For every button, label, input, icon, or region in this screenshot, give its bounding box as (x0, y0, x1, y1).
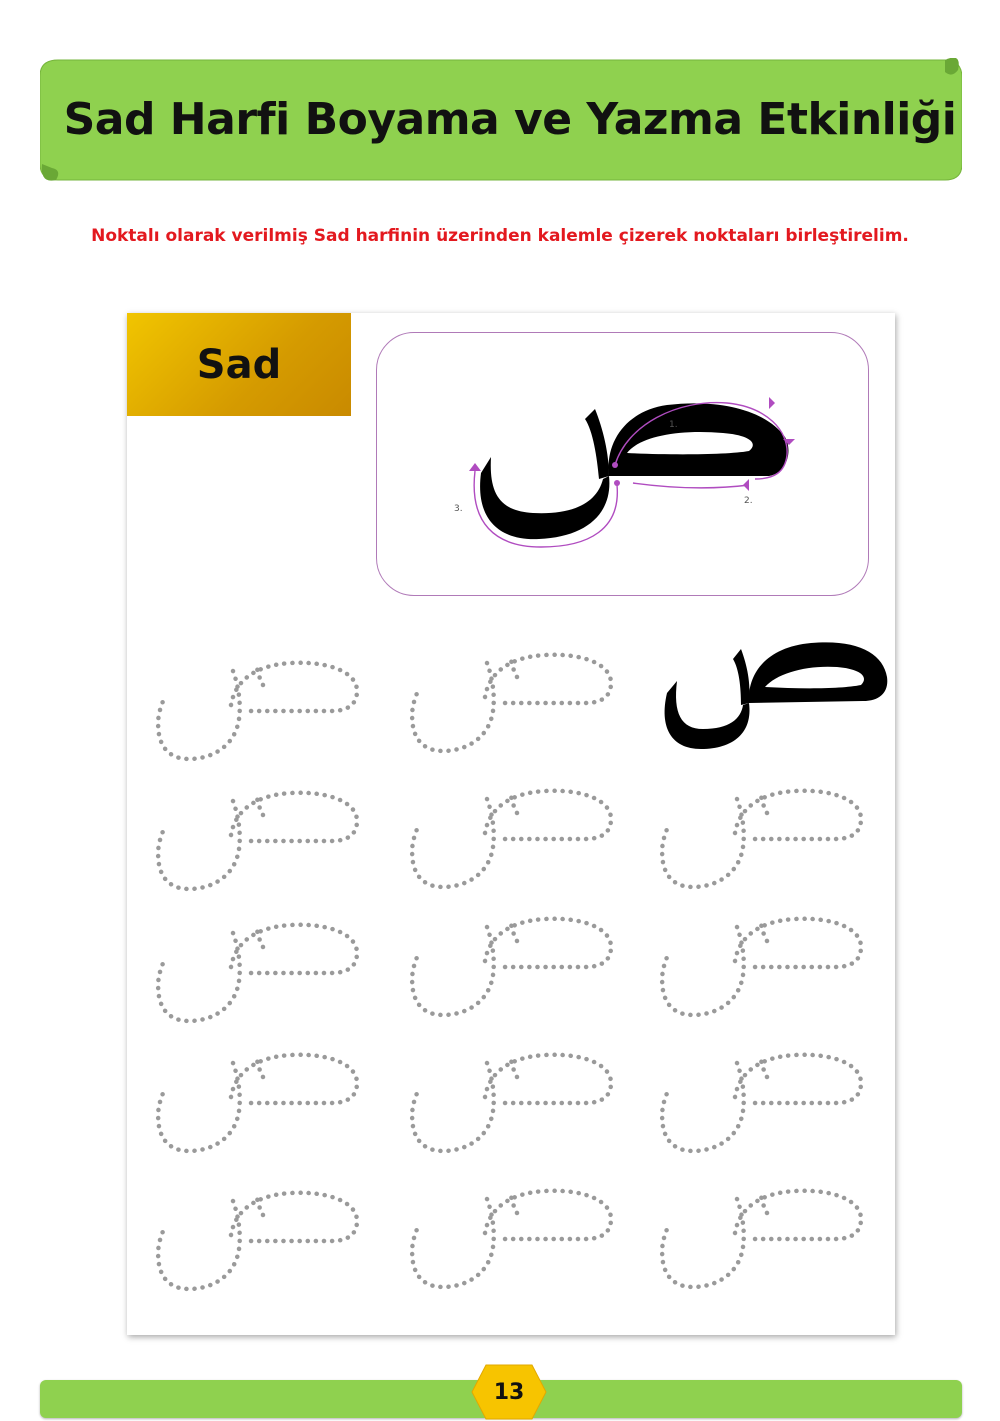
sad-letter-solid (480, 403, 788, 539)
page-title: Sad Harfi Boyama ve Yazma Etkinliği (63, 93, 957, 145)
dotted-sad-letter[interactable] (412, 919, 611, 1015)
dotted-sad-letter[interactable] (158, 793, 357, 889)
letter-name: Sad (196, 341, 282, 388)
stroke-order-card (376, 332, 869, 596)
dotted-sad-letter[interactable] (662, 791, 861, 887)
practice-row-3 (158, 919, 861, 1021)
stroke-step-2: 2. (744, 496, 753, 506)
solid-sad-letter (665, 642, 888, 749)
dotted-sad-letter[interactable] (412, 655, 611, 751)
dotted-sad-letter[interactable] (412, 1191, 611, 1287)
stroke-step-1: 1. (669, 420, 678, 430)
dotted-sad-letter[interactable] (662, 1055, 861, 1151)
practice-grid (127, 613, 895, 1313)
dotted-sad-letter[interactable] (158, 1193, 357, 1289)
title-banner (40, 58, 962, 180)
practice-row-1 (158, 642, 887, 759)
dotted-sad-letter[interactable] (662, 1191, 861, 1287)
dotted-sad-letter[interactable] (412, 791, 611, 887)
letter-name-box (127, 313, 351, 416)
dotted-sad-letter[interactable] (662, 919, 861, 1015)
practice-row-2 (158, 791, 861, 889)
stroke-step-3: 3. (454, 504, 463, 514)
practice-row-4 (158, 1055, 861, 1151)
dotted-sad-letter[interactable] (158, 663, 357, 759)
page-number: 13 (493, 1379, 525, 1405)
stroke-order-illustration (377, 333, 870, 597)
stroke-guide-2 (633, 483, 749, 488)
dotted-sad-letter[interactable] (412, 1055, 611, 1151)
page-number-badge (470, 1363, 548, 1421)
practice-row-5 (158, 1191, 861, 1289)
dotted-sad-letter[interactable] (158, 1055, 357, 1151)
instruction-text: Noktalı olarak verilmiş Sad harfinin üzerinden kalemle çizerek noktaları birleştirelim. (91, 226, 909, 246)
dotted-sad-letter[interactable] (158, 925, 357, 1021)
